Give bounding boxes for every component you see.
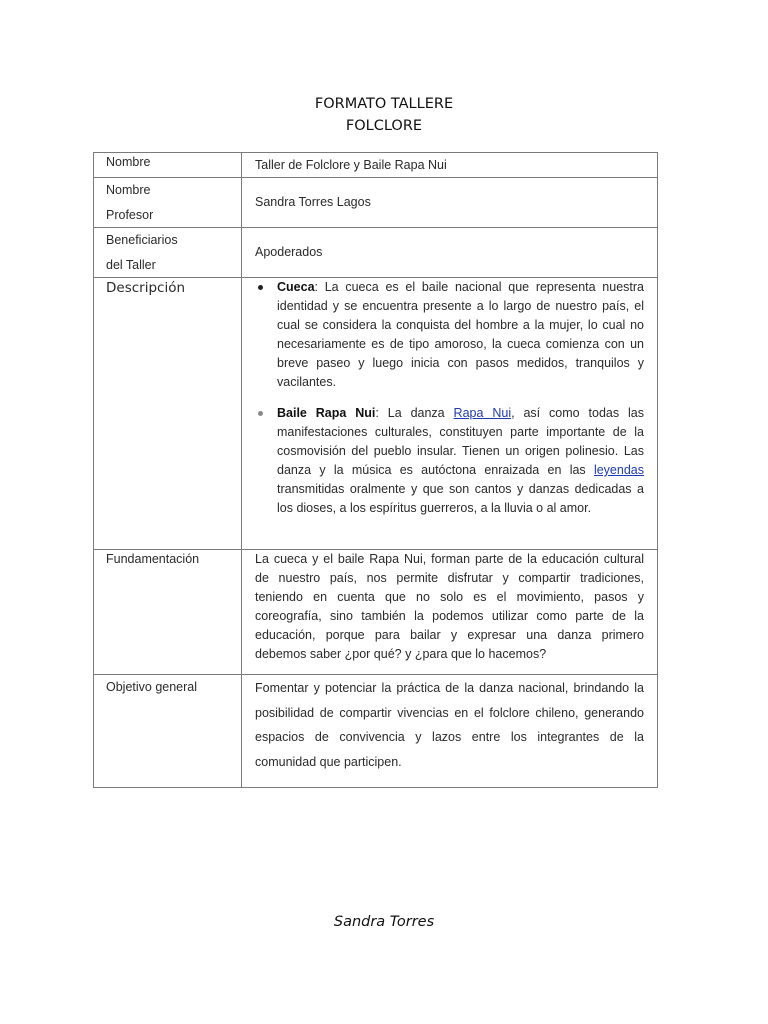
- table-row: [94, 675, 658, 788]
- descripcion-label-cell: [94, 278, 242, 550]
- descripcion-value-cell: [242, 278, 658, 550]
- leyendas-link[interactable]: leyendas: [593, 463, 644, 478]
- table-row: [94, 178, 658, 228]
- document-title: FORMATO TALLERE: [314, 96, 454, 112]
- beneficiarios-value-cell: [242, 228, 658, 278]
- nombre-label-cell: [94, 153, 242, 178]
- table-row: [94, 550, 658, 675]
- objetivo-label-cell: [94, 675, 242, 788]
- profesor-value-cell: [242, 178, 658, 228]
- table-row: [94, 278, 658, 550]
- beneficiarios-label-cell: [94, 228, 242, 278]
- bullet-icon: [258, 285, 263, 290]
- fundamentacion-value-cell: [242, 550, 658, 675]
- rapa-nui-text-b: , así como todas las manifestaciones culturales, constituyen parte importante de la cosmovisión del pueblo insular. Tienen un origen polinesio. Las danza y la música es autóctona enraizada en las: [277, 406, 644, 478]
- profesor-value: Sandra Torres Lagos: [255, 195, 371, 209]
- descripcion-label: Descripción: [106, 280, 186, 296]
- objetivo-value-cell: [242, 675, 658, 788]
- fundamentacion-label-cell: [94, 550, 242, 675]
- bullet-icon: [258, 411, 263, 416]
- nombre-value: Taller de Folclore y Baile Rapa Nui: [255, 158, 447, 172]
- rapa-nui-term: Baile Rapa Nui: [277, 406, 376, 421]
- beneficiarios-label-line1: Beneficiarios: [106, 233, 178, 247]
- fundamentacion-label: Fundamentación: [106, 552, 200, 566]
- table-row: [94, 228, 658, 278]
- beneficiarios-value: Apoderados: [255, 245, 323, 259]
- table-row: [94, 153, 658, 178]
- profesor-label-line2: Profesor: [106, 207, 154, 222]
- profesor-label-line1: Nombre: [106, 183, 151, 197]
- document-subtitle: FOLCLORE: [345, 118, 423, 134]
- objetivo-label: Objetivo general: [106, 680, 198, 694]
- beneficiarios-label-line2: del Taller: [106, 257, 156, 272]
- rapa-nui-text-a: : La danza: [375, 406, 454, 421]
- list-item: [255, 404, 644, 517]
- profesor-label-cell: [94, 178, 242, 228]
- workshop-form-table: [93, 152, 658, 788]
- cueca-term: Cueca: [277, 280, 315, 294]
- nombre-value-cell: [242, 153, 658, 178]
- rapa-nui-text-c: transmitidas oralmente y que son cantos y danzas dedicadas a los dioses, a los espíritus guerreros, a la lluvia o al amor.: [277, 482, 644, 515]
- objetivo-value: Fomentar y potenciar la práctica de la danza nacional, brindando la posibilidad de compartir vivencias en el folclore chileno, generando espacios de convivencia y lazos entre los integrantes de la comunidad que participen.: [255, 681, 644, 769]
- descripcion-list: [255, 278, 644, 518]
- list-item: [255, 278, 644, 391]
- fundamentacion-value: La cueca y el baile Rapa Nui, forman parte de la educación cultural de nuestro país, nos permite disfrutar y compartir tradiciones, teniendo en cuenta que no solo es el movimiento, pasos y coreografía, sino también la podemos utilizar como parte de la educación, porque para bailar y expresar una danza primero debemos saber ¿por qué? y ¿para que lo hacemos?: [255, 552, 644, 661]
- signature: Sandra Torres: [333, 914, 435, 930]
- rapa-nui-link[interactable]: Rapa Nui: [453, 406, 512, 421]
- cueca-description: : La cueca es el baile nacional que representa nuestra identidad y se encuentra presente a lo largo de nuestro país, el cual se considera la conquista del hombre a la mujer, lo cual no necesariamente es de tipo amoroso, la cueca comienza con un breve paseo y luego inicia con pasos medidos, tranquilos y vacilantes.: [277, 280, 644, 389]
- nombre-label: Nombre: [106, 155, 151, 169]
